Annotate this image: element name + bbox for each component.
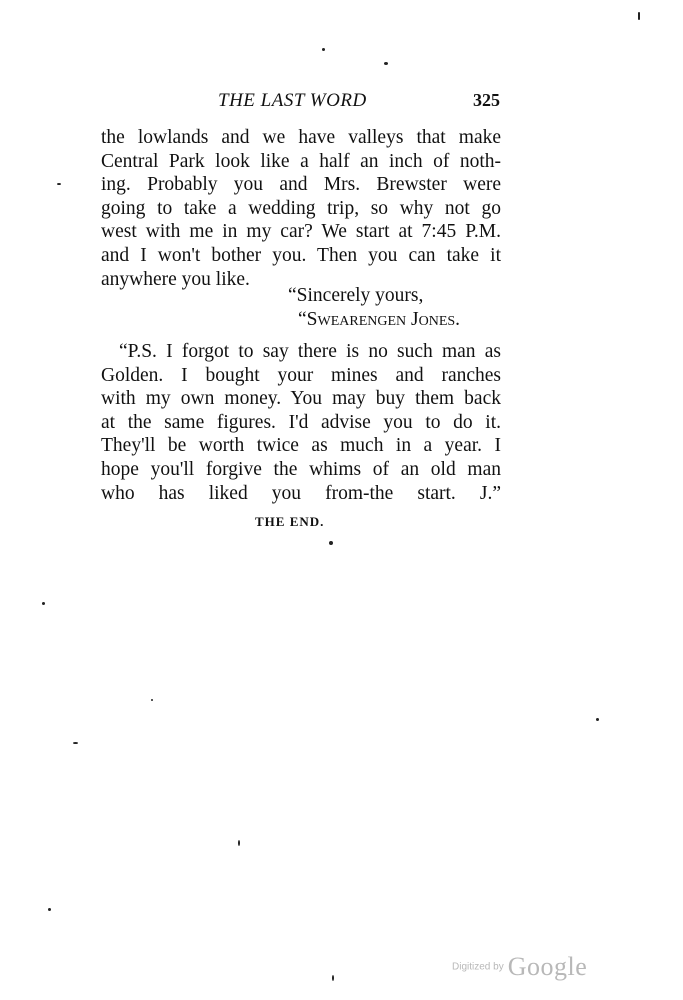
page-number: 325: [473, 90, 500, 110]
postscript-line: who has liked you from-the start. J.”: [101, 482, 501, 504]
watermark-prefix: Digitized by: [452, 961, 504, 973]
salutation: “Sincerely yours,: [288, 285, 424, 306]
postscript-line: hope you'll forgive the whims of an old man: [101, 458, 501, 480]
signature: “Swearengen Jones.: [298, 309, 461, 330]
scan-speck: [48, 908, 51, 911]
postscript-line: Golden. I bought your mines and ranches: [101, 364, 501, 386]
scan-speck: [42, 602, 45, 605]
body-line: west with me in my car? We start at 7:45 P.M.: [101, 221, 501, 243]
scan-speck: [332, 975, 334, 981]
scan-speck: [322, 48, 325, 51]
body-line: going to take a wedding trip, so why not go: [101, 197, 501, 219]
scan-speck: [596, 718, 599, 721]
end-mark: THE END.: [255, 514, 325, 529]
scan-speck: [238, 840, 240, 846]
body-line: Central Park look like a half an inch of noth-: [101, 150, 501, 172]
running-head: [100, 90, 500, 112]
google-logo: Google: [507, 952, 588, 981]
postscript-line: at the same figures. I'd advise you to do it.: [101, 411, 501, 433]
digitized-by-google-watermark: [452, 952, 587, 982]
postscript-line: They'll be worth twice as much in a year. I: [101, 435, 501, 457]
scan-speck: [384, 62, 388, 65]
letter-closing: [288, 284, 460, 332]
scan-speck: [329, 541, 333, 545]
scan-speck: [638, 12, 640, 20]
postscript-line: with my own money. You may buy them back: [101, 388, 501, 410]
body-line: the lowlands and we have valleys that make: [101, 127, 501, 148]
scan-speck: [57, 183, 61, 185]
letter-body: [101, 126, 501, 291]
body-line: and I won't bother you. Then you can take it: [101, 244, 501, 266]
scan-speck: [73, 742, 78, 744]
body-line: anywhere you like.: [101, 268, 250, 290]
running-title: THE LAST WORD: [218, 90, 367, 111]
scan-speck: [151, 699, 153, 701]
postscript-line: “P.S. I forgot to say there is no such man as: [119, 341, 501, 362]
body-line: ing. Probably you and Mrs. Brewster were: [101, 174, 501, 196]
postscript: [101, 340, 501, 505]
